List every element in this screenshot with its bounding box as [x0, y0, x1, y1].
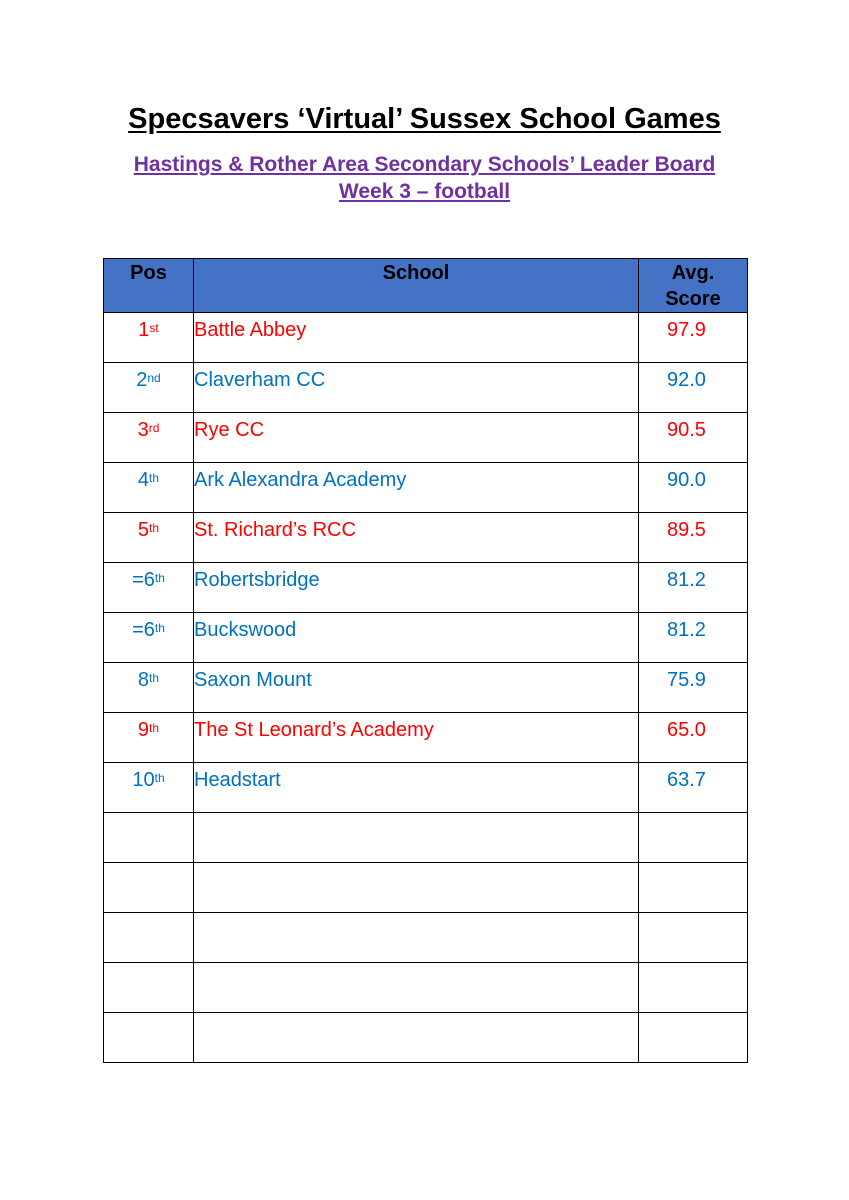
empty-table-row — [104, 963, 748, 1013]
position-value — [104, 363, 193, 392]
header-score-label-1: Avg. — [671, 262, 715, 284]
score-value: 65.0 — [667, 719, 706, 741]
position-number: 4 — [137, 469, 150, 491]
position-cell — [104, 563, 194, 613]
school-cell — [194, 513, 639, 563]
position-cell — [104, 663, 194, 713]
school-name: Saxon Mount — [194, 669, 312, 691]
header-school-label: School — [382, 262, 450, 284]
table-header-row — [104, 259, 748, 313]
empty-cell — [104, 963, 194, 1013]
position-number: 8 — [137, 669, 150, 691]
header-pos — [104, 259, 194, 313]
score-cell — [639, 663, 748, 713]
header-score — [639, 259, 748, 313]
school-name: Battle Abbey — [194, 319, 307, 341]
empty-cell — [104, 1013, 194, 1063]
score-value: 89.5 — [667, 519, 706, 541]
school-name: The St Leonard’s Academy — [194, 719, 434, 741]
table-row — [104, 313, 748, 363]
table-body — [104, 313, 748, 1063]
table-row — [104, 513, 748, 563]
empty-table-row — [104, 863, 748, 913]
score-cell — [639, 563, 748, 613]
position-ordinal-suffix: th — [154, 621, 165, 635]
score-value: 81.2 — [667, 569, 706, 591]
table-row — [104, 363, 748, 413]
score-cell — [639, 313, 748, 363]
position-value — [104, 563, 193, 592]
score-cell — [639, 713, 748, 763]
empty-cell — [639, 813, 748, 863]
empty-cell — [104, 913, 194, 963]
score-cell — [639, 463, 748, 513]
school-cell — [194, 663, 639, 713]
empty-cell — [639, 913, 748, 963]
position-number: 5 — [137, 519, 150, 541]
empty-cell — [639, 863, 748, 913]
position-value — [104, 463, 193, 492]
position-number: =6 — [132, 619, 155, 641]
school-name: Ark Alexandra Academy — [194, 469, 407, 491]
school-cell — [194, 363, 639, 413]
empty-cell — [194, 813, 639, 863]
empty-table-row — [104, 913, 748, 963]
header-school — [194, 259, 639, 313]
school-cell — [194, 413, 639, 463]
empty-cell — [639, 963, 748, 1013]
header-pos-label: Pos — [130, 262, 167, 284]
position-value — [104, 513, 193, 542]
table-row — [104, 413, 748, 463]
score-value: 75.9 — [667, 669, 706, 691]
position-number: 2 — [136, 369, 148, 391]
position-cell — [104, 313, 194, 363]
score-value: 90.5 — [667, 419, 706, 441]
subtitle-area: Hastings & Rother Area Secondary Schools’ Leader Board — [133, 153, 716, 176]
leader-board-table — [103, 258, 748, 1063]
position-cell — [104, 713, 194, 763]
position-ordinal-suffix: th — [149, 521, 160, 535]
school-name: Claverham CC — [194, 369, 326, 391]
table-row — [104, 713, 748, 763]
position-cell — [104, 463, 194, 513]
position-value — [104, 763, 193, 792]
position-ordinal-suffix: th — [149, 471, 160, 485]
school-name: Rye CC — [194, 419, 265, 441]
empty-cell — [194, 863, 639, 913]
position-ordinal-suffix: th — [149, 671, 160, 685]
table-row — [104, 563, 748, 613]
position-value — [104, 663, 193, 692]
position-cell — [104, 763, 194, 813]
school-name: Robertsbridge — [194, 569, 320, 591]
position-cell — [104, 363, 194, 413]
score-value: 97.9 — [667, 319, 706, 341]
school-name: Buckswood — [194, 619, 297, 641]
empty-cell — [194, 913, 639, 963]
position-number: 9 — [137, 719, 150, 741]
position-ordinal-suffix: th — [154, 571, 165, 585]
table-row — [104, 463, 748, 513]
school-cell — [194, 563, 639, 613]
header-score-label-2: Score — [665, 288, 721, 310]
position-number: =6 — [132, 569, 155, 591]
empty-cell — [104, 863, 194, 913]
score-cell — [639, 513, 748, 563]
score-value: 63.7 — [667, 769, 706, 791]
subtitle-week: Week 3 – football — [338, 180, 511, 203]
score-value: 92.0 — [667, 369, 706, 391]
position-number: 3 — [137, 419, 149, 441]
position-value — [104, 613, 193, 642]
table-row — [104, 763, 748, 813]
score-value: 81.2 — [667, 619, 706, 641]
school-name: St. Richard’s RCC — [194, 519, 356, 541]
school-cell — [194, 313, 639, 363]
page-title: Specsavers ‘Virtual’ Sussex School Games — [128, 103, 721, 135]
school-cell — [194, 763, 639, 813]
position-cell — [104, 613, 194, 663]
score-cell — [639, 363, 748, 413]
score-cell — [639, 763, 748, 813]
position-ordinal-suffix: th — [149, 721, 160, 735]
empty-cell — [104, 813, 194, 863]
school-cell — [194, 463, 639, 513]
position-cell — [104, 413, 194, 463]
position-value — [104, 413, 193, 442]
empty-cell — [194, 1013, 639, 1063]
empty-cell — [194, 963, 639, 1013]
position-value — [104, 713, 193, 742]
position-cell — [104, 513, 194, 563]
position-ordinal-suffix: rd — [148, 421, 160, 435]
school-cell — [194, 613, 639, 663]
position-ordinal-suffix: th — [154, 771, 165, 785]
position-ordinal-suffix: nd — [147, 371, 161, 385]
score-cell — [639, 413, 748, 463]
school-cell — [194, 713, 639, 763]
position-number: 10 — [132, 769, 155, 791]
school-name: Headstart — [194, 769, 281, 791]
table-row — [104, 613, 748, 663]
position-value — [104, 313, 193, 342]
empty-cell — [639, 1013, 748, 1063]
table-row — [104, 663, 748, 713]
position-number: 1 — [138, 319, 150, 341]
position-ordinal-suffix: st — [149, 321, 159, 335]
score-cell — [639, 613, 748, 663]
empty-table-row — [104, 1013, 748, 1063]
empty-table-row — [104, 813, 748, 863]
score-value: 90.0 — [667, 469, 706, 491]
